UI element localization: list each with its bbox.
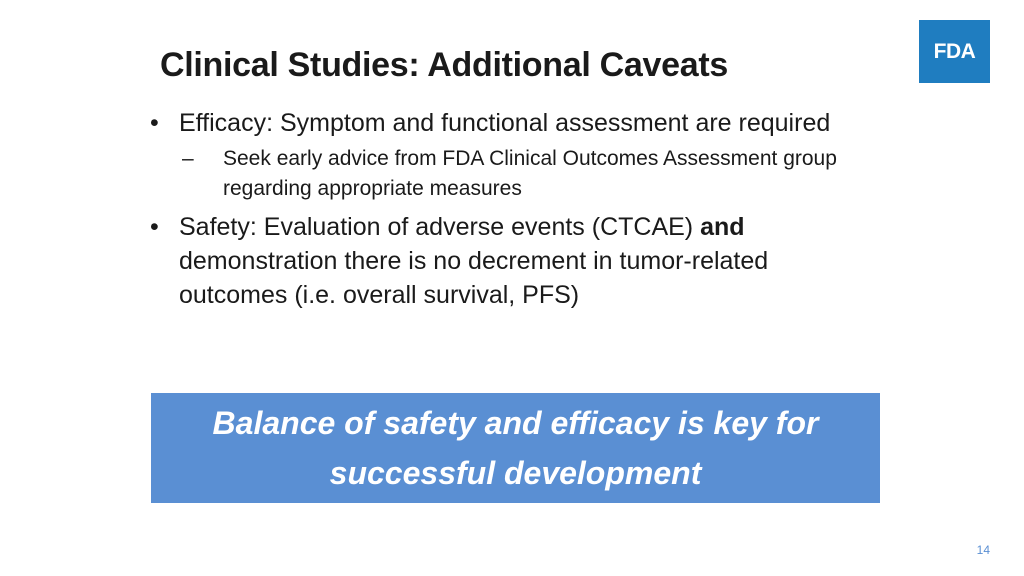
fda-logo-text: FDA <box>933 39 976 63</box>
key-message-callout <box>151 393 880 503</box>
bullet-safety-text-start: Safety: Evaluation of adverse events (CTCAE) <box>179 213 701 241</box>
sub-bullet-coa-text: Seek early advice from FDA Clinical Outcomes Assessment group regarding appropriate measures <box>223 147 837 200</box>
bullet-dot-icon: • <box>150 213 159 241</box>
bullet-efficacy-text: Efficacy: Symptom and functional assessment are required <box>179 109 831 137</box>
bullet-safety <box>150 210 850 312</box>
bullet-efficacy <box>150 106 850 140</box>
dash-icon: – <box>182 147 194 170</box>
bullet-safety-text-end: demonstration there is no decrement in tumor-related outcomes (i.e. overall survival, PFS) <box>179 247 769 309</box>
sub-bullet-coa <box>150 144 850 204</box>
slide-title: Clinical Studies: Additional Caveats <box>160 46 728 84</box>
bullet-list <box>150 106 850 312</box>
page-number: 14 <box>976 543 990 557</box>
key-message-text: Balance of safety and efficacy is key for successful development <box>212 405 819 491</box>
bullet-dot-icon: • <box>150 109 159 137</box>
bullet-safety-emphasis: and <box>700 213 745 241</box>
fda-logo <box>919 20 990 83</box>
